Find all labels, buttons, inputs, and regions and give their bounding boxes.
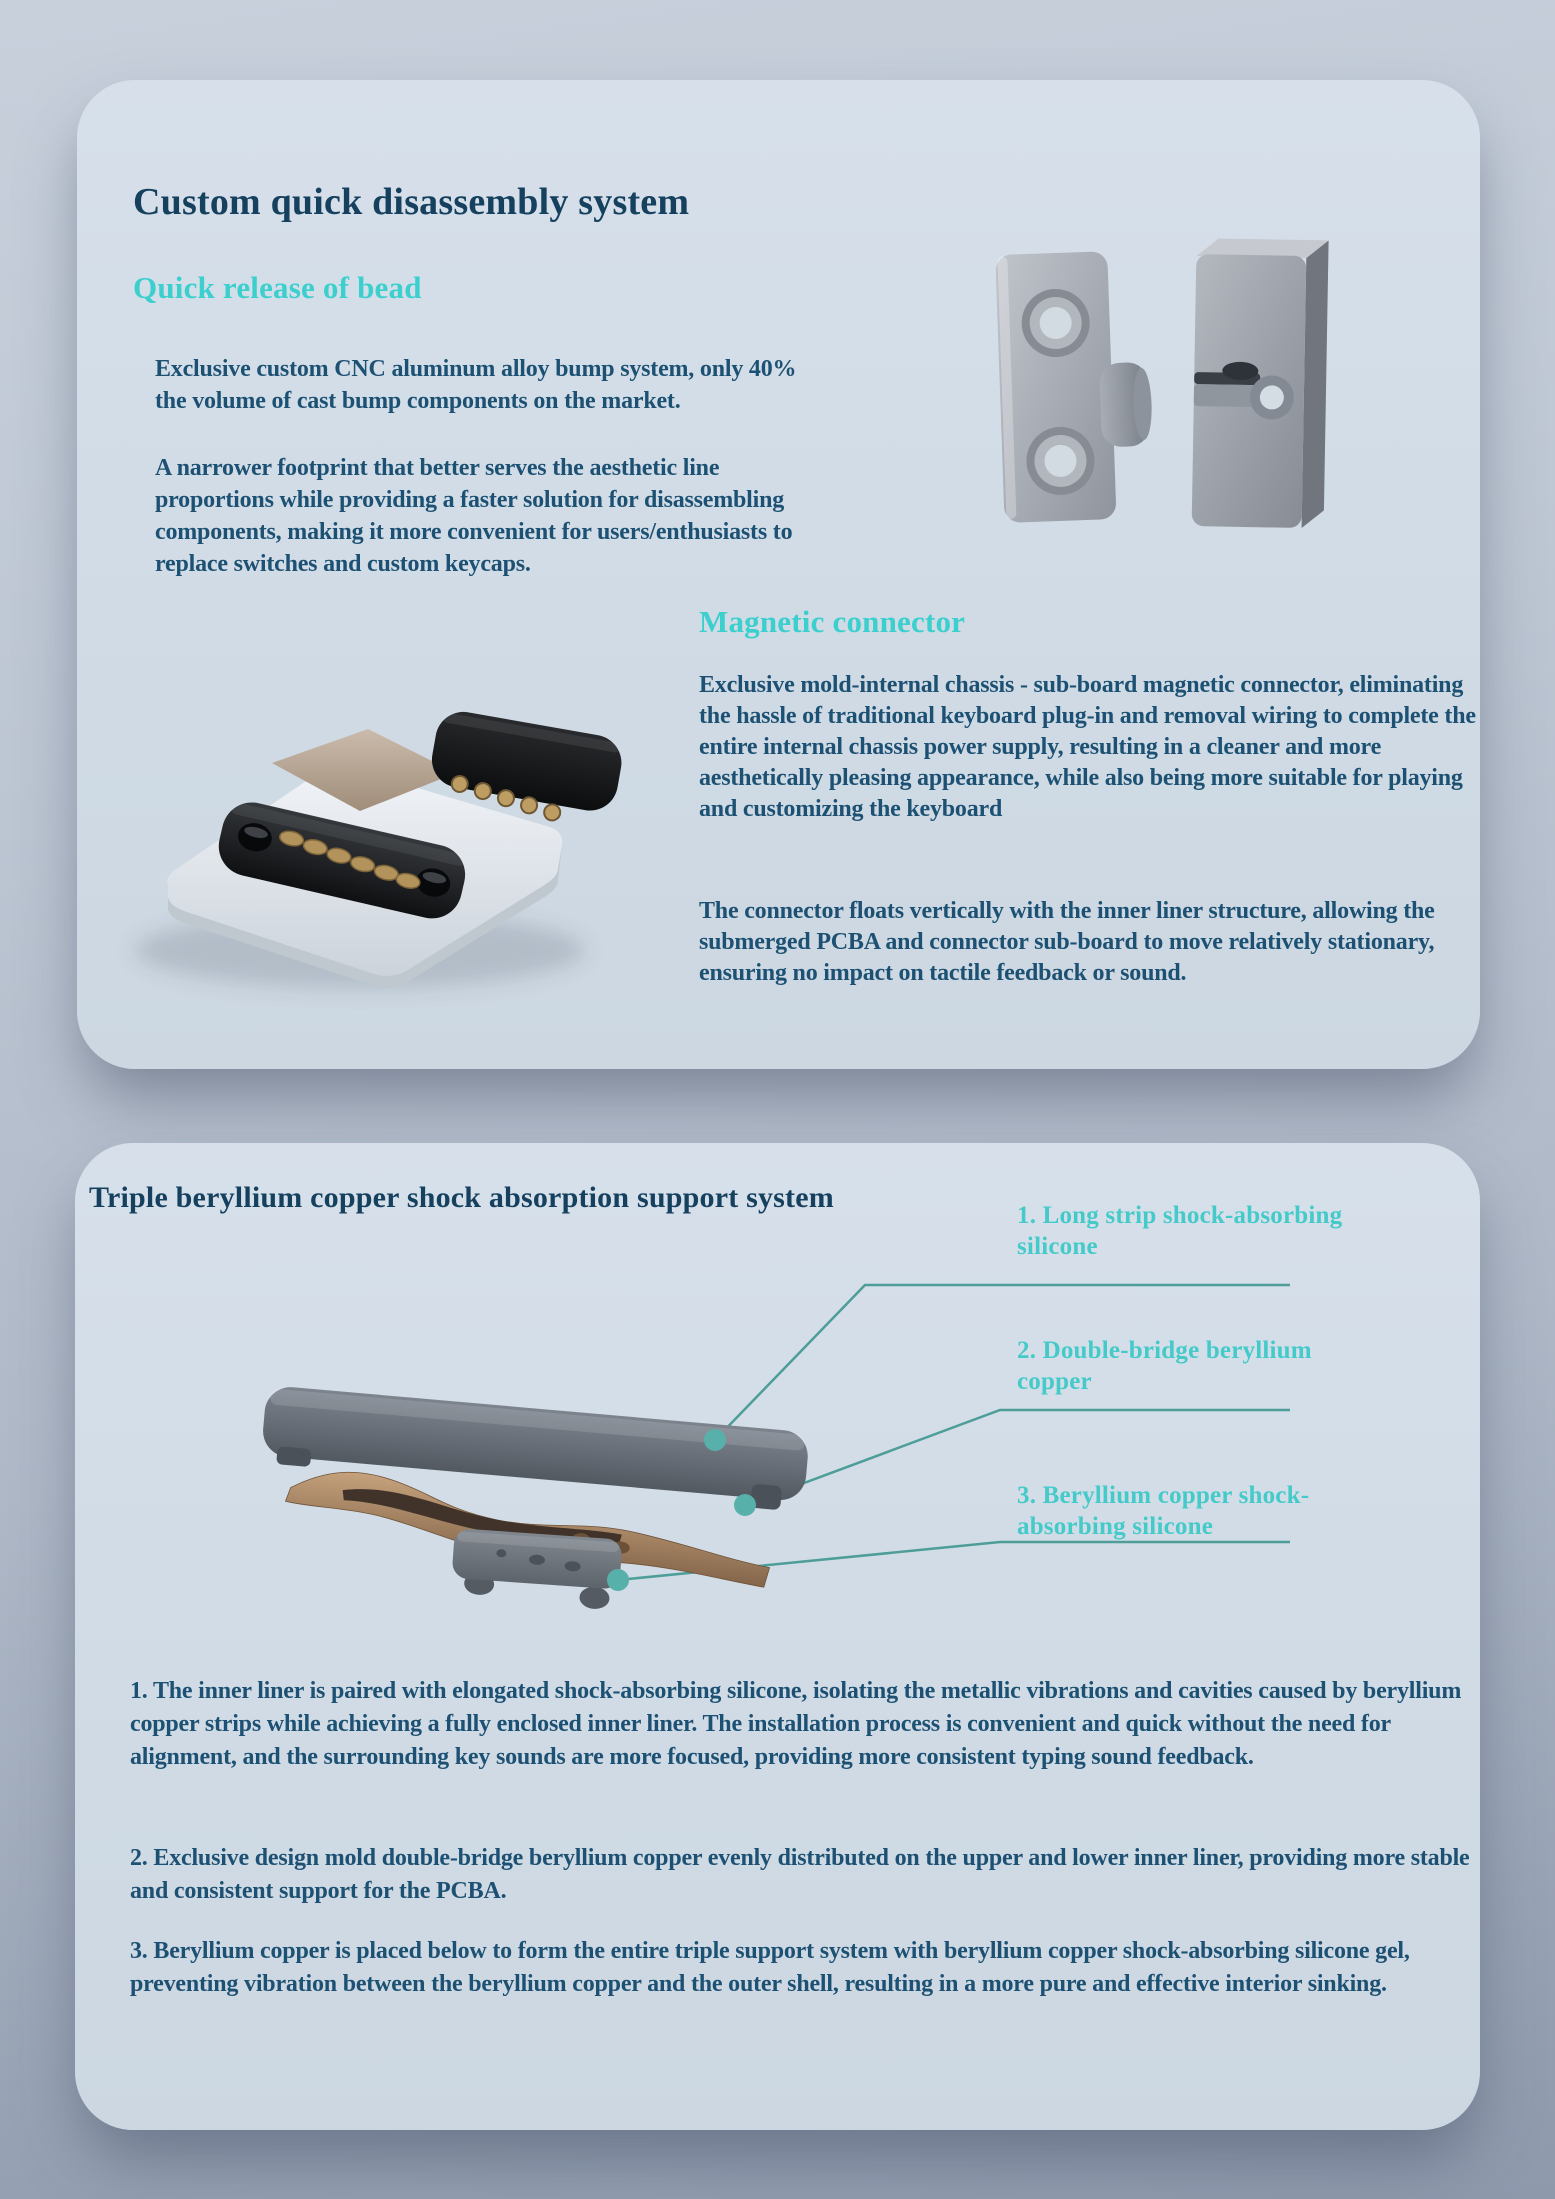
magnetic-connector-paragraph-2: The connector floats vertically with the inner liner structure, allowing the submerged PCBA and connector sub-board to move relatively stationary, ensuring no impact on tactile feedback or sound. (699, 898, 1435, 986)
quick-disassembly-card (77, 80, 1480, 1069)
magnetic-connector-paragraph-1: Exclusive mold-internal chassis - sub-board magnetic connector, eliminating the hassle of traditional keyboard plug-in and removal wiring to complete the entire internal chassis power supply, resulting in a cleaner and more aesthetically pleasing appearance, while also being more suitable for playing and customizing the keyboard (699, 672, 1476, 822)
quick-release-paragraph-1: Exclusive custom CNC aluminum alloy bump system, only 40% the volume of cast bump components on the market. (155, 356, 797, 414)
card2-title: Triple beryllium copper shock absorption support system (89, 1181, 834, 1214)
card1-title: Custom quick disassembly system (133, 181, 690, 223)
magnetic-connector-heading: Magnetic connector (699, 604, 966, 639)
magnetic-connector-image (110, 645, 630, 1045)
anchor-dot-2 (734, 1494, 756, 1516)
bump-plate-part (995, 250, 1155, 523)
magnetic-connector-graphic (110, 645, 630, 1045)
quick-release-paragraph-2: A narrower footprint that better serves the aesthetic line proportions while providing a faster solution for disassembling components, making it more convenient for users/enthusiasts to replace switches and custom keycaps. (155, 455, 793, 577)
diagram-label-1: 1. Long strip shock-absorbing silicone (1017, 1202, 1343, 1260)
anchor-dot-1 (704, 1429, 726, 1451)
bump-block-part (1192, 238, 1329, 528)
cnc-bump-parts-graphic (972, 225, 1342, 555)
shock-absorption-card (75, 1143, 1480, 2130)
anchor-dot-3 (607, 1569, 629, 1591)
shock-paragraph-2: 2. Exclusive design mold double-bridge beryllium copper evenly distributed on the upper and lower inner liner, providing more stable and consistent support for the PCBA. (130, 1845, 1470, 1904)
diagram-label-3: 3. Beryllium copper shock-absorbing silicone (1017, 1482, 1310, 1540)
quick-release-heading: Quick release of bead (133, 270, 422, 305)
diagram-label-2: 2. Double-bridge beryllium copper (1017, 1337, 1312, 1395)
shock-paragraph-1: 1. The inner liner is paired with elongated shock-absorbing silicone, isolating the metallic vibrations and cavities caused by beryllium copper strips while achieving a fully enclosed inner liner. The installation process is convenient and quick without the need for alignment, and the surrounding key sounds are more focused, providing more consistent typing sound feedback. (130, 1678, 1462, 1770)
shock-silicone-part (450, 1528, 623, 1611)
cnc-bump-parts-image (972, 225, 1342, 555)
shock-paragraph-3: 3. Beryllium copper is placed below to form the entire triple support system with beryllium copper shock-absorbing silicone gel, preventing vibration between the beryllium copper and the outer shell, resulting in a more pure and effective interior sinking. (130, 1938, 1410, 1997)
